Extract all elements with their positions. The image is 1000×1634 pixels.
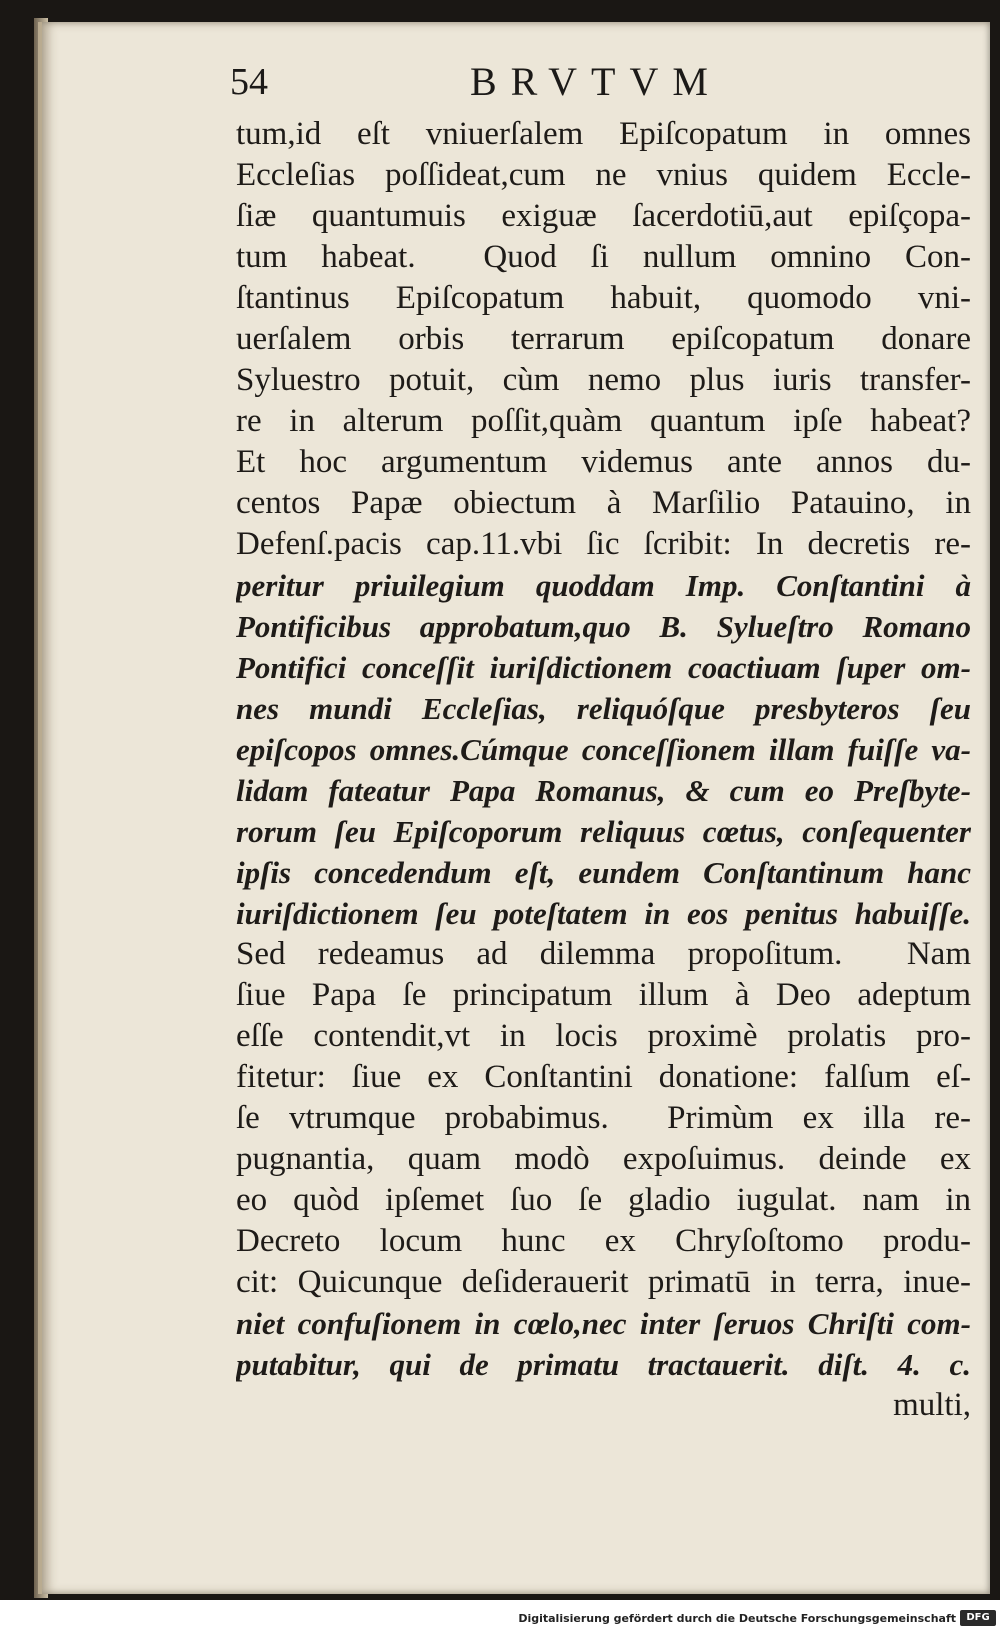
text-line: multi, xyxy=(893,1387,971,1423)
text-line: tum habeat. Quod ſi nullum omnino Con- xyxy=(236,239,971,275)
text-line: cit: Quicunque deſiderauerit primatū in terra, inue- xyxy=(236,1264,971,1300)
text-line: ſe vtrumque probabimus. Primùm ex illa re- xyxy=(236,1100,971,1136)
text-line: ipſis concedendum eſt, eundem Conſtantinum hanc xyxy=(236,855,971,890)
page-number: 54 xyxy=(230,61,268,103)
text-line: ſiæ quantumuis exiguæ ſacerdotiū,aut epiſçopa- xyxy=(236,198,971,234)
text-line: ſtantinus Epiſcopatum habuit, quomodo vni- xyxy=(236,280,971,316)
text-line: re in alterum poſſit,quàm quantum ipſe habeat? xyxy=(236,403,971,439)
text-line: centos Papæ obiectum à Marſilio Patauino, in xyxy=(236,485,971,521)
digitization-credit: Digitalisierung gefördert durch die Deutsche Forschungsgemeinschaft xyxy=(518,1612,956,1625)
text-line: nes mundi Eccleſias, reliquóſque presbyteros ſeu xyxy=(236,691,971,726)
text-line: Pontificibus approbatum,quo B. Sylueſtro Romano xyxy=(236,609,971,644)
text-line: Pontifici conceſſit iuriſdictionem coactiuam ſuper om- xyxy=(236,650,971,685)
text-line: Et hoc argumentum videmus ante annos du- xyxy=(236,444,971,480)
text-line: eo quòd ipſemet ſuo ſe gladio iugulat. nam in xyxy=(236,1182,971,1218)
page-header xyxy=(190,56,950,102)
text-line: eſſe contendit,vt in locis proximè prolatis pro- xyxy=(236,1018,971,1054)
text-line: Defenſ.pacis cap.11.vbi ſic ſcribit: In decretis re- xyxy=(236,526,971,562)
running-title: BRVTVM xyxy=(470,59,722,104)
dfg-logo-icon: DFG xyxy=(960,1610,996,1626)
text-line: Sed redeamus ad dilemma propoſitum. Nam xyxy=(236,936,971,972)
text-line: iuriſdictionem ſeu poteſtatem in eos penitus habuiſſe. xyxy=(236,896,971,931)
text-line: Decreto locum hunc ex Chryſoſtomo produ- xyxy=(236,1223,971,1259)
text-line: peritur priuilegium quoddam Imp. Conſtantini à xyxy=(236,568,971,603)
text-line: epiſcopos omnes.Cúmque conceſſionem illam fuiſſe va- xyxy=(236,732,971,767)
text-line: tum,id eſt vniuerſalem Epiſcopatum in omnes xyxy=(236,116,971,152)
text-line: Syluestro potuit, cùm nemo plus iuris transfer- xyxy=(236,362,971,398)
text-line: niet confuſionem in cœlo,nec inter ſeruos Chriſti com- xyxy=(236,1306,971,1341)
text-line: uerſalem orbis terrarum epiſcopatum donare xyxy=(236,321,971,357)
footer-bar xyxy=(0,1600,1000,1634)
text-line: Eccleſias poſſideat,cum ne vnius quidem Eccle- xyxy=(236,157,971,193)
text-line: rorum ſeu Epiſcoporum reliquus cœtus, conſequenter xyxy=(236,814,971,849)
text-line: lidam fateatur Papa Romanus, & cum eo Preſbyte- xyxy=(236,773,971,808)
body-text xyxy=(236,114,971,1426)
text-line: fitetur: ſiue ex Conſtantini donatione: falſum eſ- xyxy=(236,1059,971,1095)
text-line: ſiue Papa ſe principatum illum à Deo adeptum xyxy=(236,977,971,1013)
text-line: pugnantia, quam modò expoſuimus. deinde ex xyxy=(236,1141,971,1177)
text-line: putabitur, qui de primatu tractauerit. diſt. 4. c. xyxy=(236,1347,971,1382)
